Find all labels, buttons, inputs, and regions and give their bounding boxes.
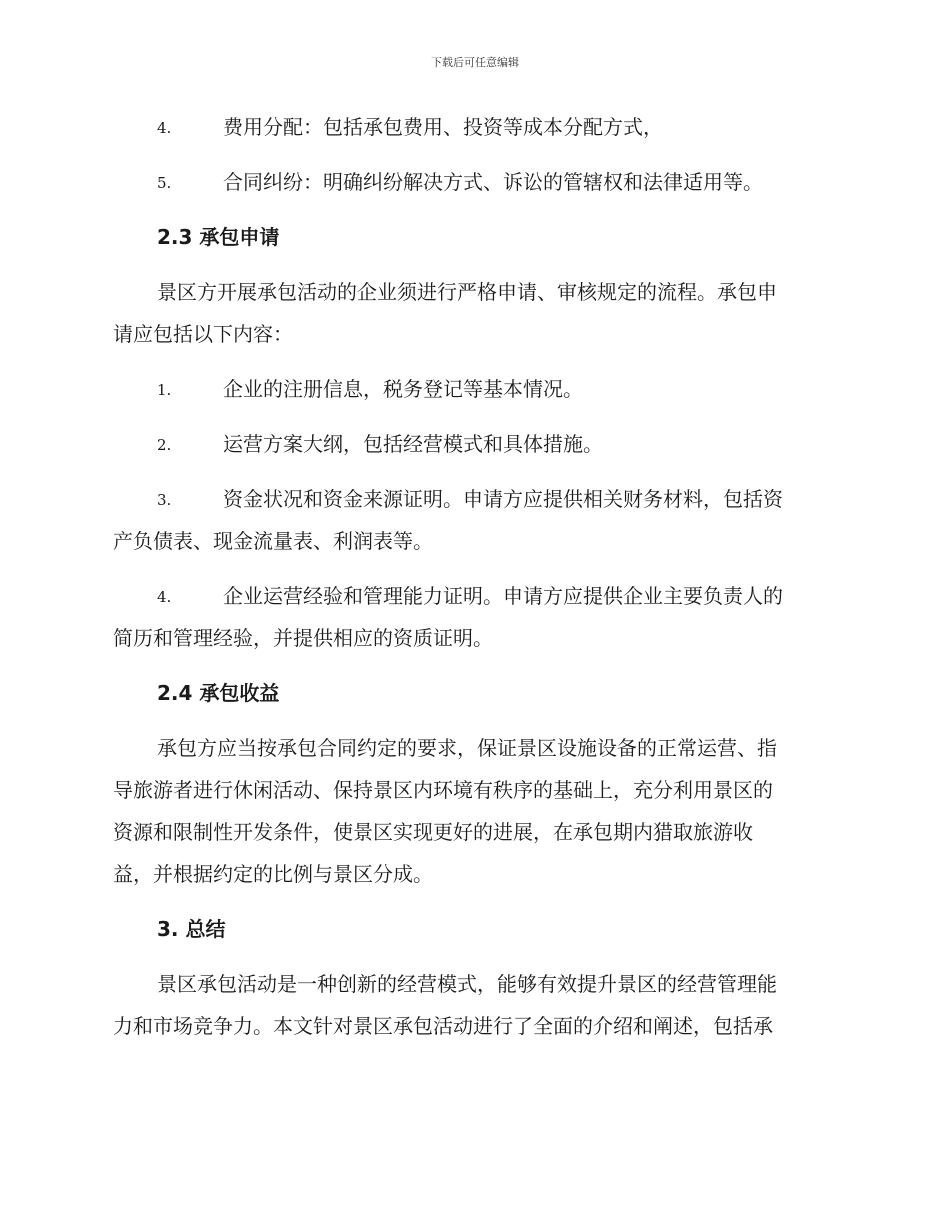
list-item-text: 合同纠纷：明确纠纷解决方式、诉讼的管辖权和法律适用等。	[223, 170, 763, 194]
list-item-number: 5.	[157, 174, 172, 192]
paragraph-line: 资源和限制性开发条件，使景区实现更好的进展，在承包期内猎取旅游收	[113, 820, 753, 844]
list-item-text: 企业运营经验和管理能力证明。申请方应提供企业主要负责人的	[223, 584, 783, 608]
paragraph-line: 益，并根据约定的比例与景区分成。	[113, 862, 433, 886]
paragraph-line: 景区方开展承包活动的企业须进行严格申请、审核规定的流程。承包申	[157, 280, 777, 304]
list-item-number: 2.	[157, 436, 172, 454]
list-item-number: 1.	[157, 381, 172, 399]
paragraph-line: 力和市场竞争力。本文针对景区承包活动进行了全面的介绍和阐述，包括承	[113, 1014, 773, 1038]
list-item-text: 企业的注册信息，税务登记等基本情况。	[223, 377, 583, 401]
list-item-number: 4.	[157, 119, 172, 137]
list-item-continuation: 产负债表、现金流量表、利润表等。	[113, 529, 433, 553]
list-item-text: 费用分配：包括承包费用、投资等成本分配方式，	[223, 115, 663, 139]
section-heading-3: 3. 总结	[157, 917, 226, 941]
paragraph-line: 景区承包活动是一种创新的经营模式，能够有效提升景区的经营管理能	[157, 972, 777, 996]
section-heading-2-4: 2.4 承包收益	[157, 681, 280, 705]
paragraph-line: 请应包括以下内容：	[113, 322, 293, 346]
paragraph-line: 导旅游者进行休闲活动、保持景区内环境有秩序的基础上，充分利用景区的	[113, 778, 773, 802]
list-item-text: 运营方案大纲，包括经营模式和具体措施。	[223, 432, 603, 456]
list-item-continuation: 简历和管理经验，并提供相应的资质证明。	[113, 626, 493, 650]
page-header-note: 下载后可任意编辑	[431, 56, 519, 69]
list-item-number: 4.	[157, 588, 172, 606]
list-item-number: 3.	[157, 491, 172, 509]
section-heading-2-3: 2.3 承包申请	[157, 225, 280, 249]
list-item-text: 资金状况和资金来源证明。申请方应提供相关财务材料，包括资	[223, 487, 783, 511]
paragraph-line: 承包方应当按承包合同约定的要求，保证景区设施设备的正常运营、指	[157, 736, 777, 760]
